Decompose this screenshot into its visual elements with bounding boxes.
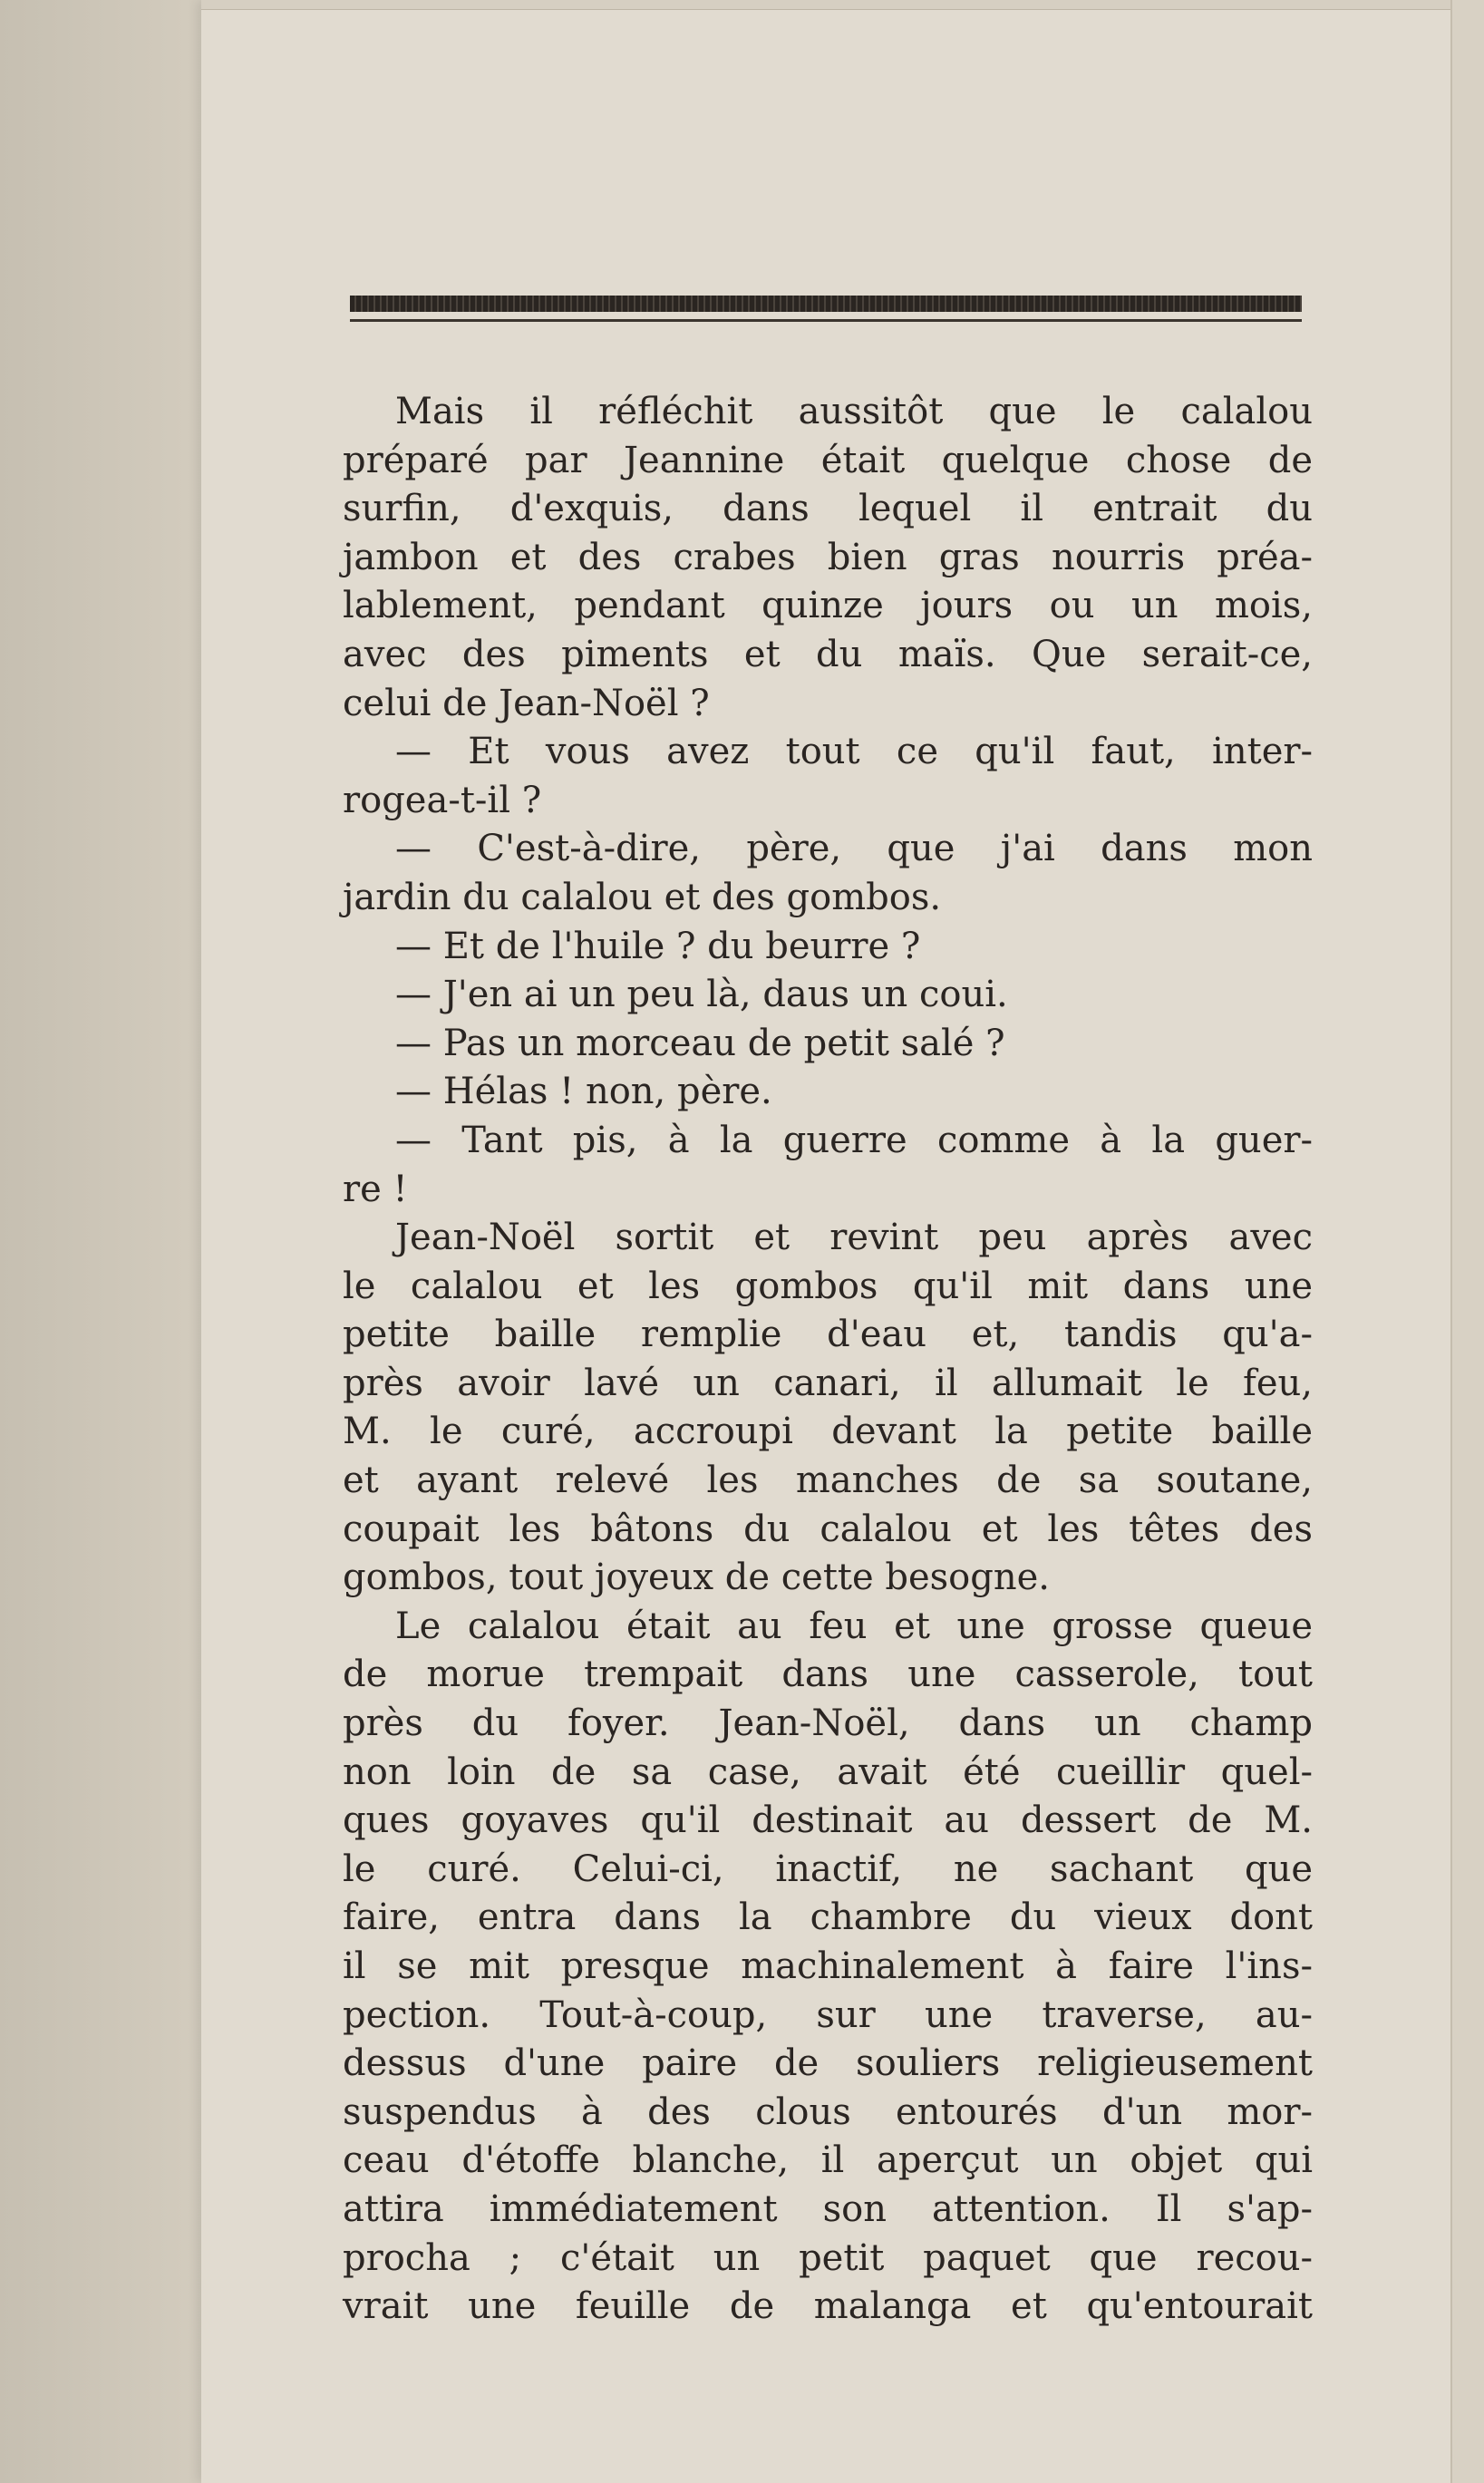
text-line: de morue trempait dans une casserole, tout — [343, 1654, 1313, 1696]
text-line: ques goyaves qu'il destinait au dessert de M. — [343, 1799, 1313, 1842]
text-line: jambon et des crabes bien gras nourris préa- — [343, 536, 1313, 578]
page-top-edge — [201, 0, 1450, 10]
text-line: — J'en ai un peu là, daus un coui. — [395, 974, 1008, 1016]
text-line: re ! — [343, 1168, 408, 1210]
text-line: — Hélas ! non, père. — [395, 1071, 772, 1113]
text-line: — Et de l'huile ? du beurre ? — [395, 925, 921, 967]
text-line: procha ; c'était un petit paquet que recou- — [343, 2236, 1313, 2279]
text-line: attira immédiatement son attention. Il s'ap- — [343, 2187, 1313, 2230]
text-line: le curé. Celui-ci, inactif, ne sachant que — [343, 1848, 1313, 1890]
text-line: Mais il réfléchit aussitôt que le calalou — [395, 391, 1313, 432]
text-line: Jean-Noël sortit et revint peu après avec — [395, 1217, 1313, 1259]
text-line: — Et vous avez tout ce qu'il faut, inter- — [395, 731, 1313, 773]
text-line: vrait une feuille de malanga et qu'entourait — [343, 2285, 1313, 2328]
text-line: — Pas un morceau de petit salé ? — [395, 1022, 1005, 1064]
text-line: — C'est-à-dire, père, que j'ai dans mon — [395, 828, 1313, 870]
text-line: lablement, pendant quinze jours ou un mois, — [343, 585, 1313, 627]
page-gutter — [0, 0, 201, 2483]
text-line: il se mit presque machinalement à faire l'ins- — [343, 1945, 1313, 1987]
text-line: près du foyer. Jean-Noël, dans un champ — [343, 1702, 1313, 1745]
header-thin-rule — [350, 319, 1302, 322]
text-line: le calalou et les gombos qu'il mit dans une — [343, 1265, 1313, 1307]
text-line: ceau d'étoffe blanche, il aperçut un objet qui — [343, 2139, 1313, 2182]
text-line: rogea-t-il ? — [343, 779, 542, 821]
text-line: gombos, tout joyeux de cette besogne. — [343, 1557, 1050, 1599]
text-line: dessus d'une paire de souliers religieusement — [343, 2042, 1313, 2085]
header-ornament-rule — [350, 296, 1302, 312]
text-line: surfin, d'exquis, dans lequel il entrait du — [343, 488, 1313, 530]
text-line: jardin du calalou et des gombos. — [343, 876, 942, 918]
text-line: — Tant pis, à la guerre comme à la guer- — [395, 1119, 1313, 1161]
text-line: pection. Tout-à-coup, sur une traverse, au- — [343, 1993, 1313, 2036]
text-line: M. le curé, accroupi devant la petite baille — [343, 1411, 1313, 1453]
text-line: non loin de sa case, avait été cueillir quel- — [343, 1751, 1313, 1793]
text-line: petite baille remplie d'eau et, tandis qu'a- — [343, 1314, 1313, 1356]
text-line: faire, entra dans la chambre du vieux dont — [343, 1896, 1313, 1939]
body-text — [343, 388, 1313, 2332]
page-right-edge — [1450, 0, 1484, 2483]
text-line: et ayant relevé les manches de sa soutane, — [343, 1460, 1313, 1502]
text-line: préparé par Jeannine était quelque chose de — [343, 439, 1313, 481]
text-line: celui de Jean-Noël ? — [343, 682, 710, 724]
text-line: suspendus à des clous entourés d'un mor- — [343, 2090, 1313, 2133]
text-line: avec des piments et du maïs. Que serait-ce, — [343, 633, 1313, 675]
text-line: près avoir lavé un canari, il allumait le feu, — [343, 1362, 1313, 1404]
text-line: coupait les bâtons du calalou et les têtes des — [343, 1508, 1313, 1550]
text-line: Le calalou était au feu et une grosse queue — [395, 1605, 1313, 1647]
